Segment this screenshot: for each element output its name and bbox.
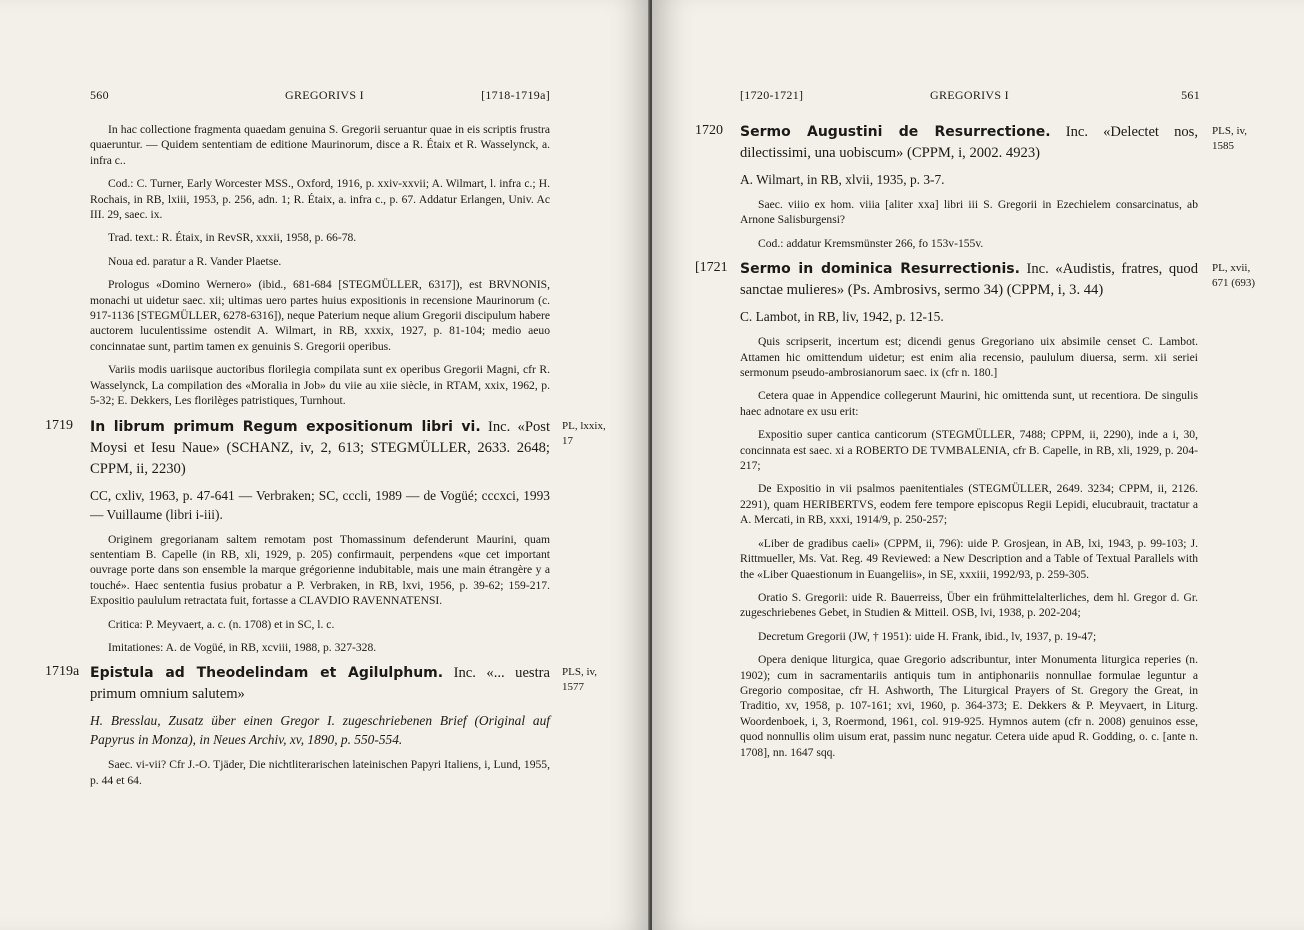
date-paragraph: Saec. viiio ex hom. viiia [aliter xxa] libri iii S. Gregorii in Ezechielem consarcinatus, ab Arnone Salisburgensi?	[740, 198, 1198, 227]
entry-heading	[740, 122, 1198, 164]
right-page-number: 561	[1181, 88, 1200, 102]
entry-heading	[90, 417, 550, 480]
appendix-paragraph: Cetera quae in Appendice collegerunt Maurini, hic omittenda sunt, ut recentiora. De singulis haec adnotare ex usu erit:	[740, 389, 1198, 418]
florilegia-paragraph: Variis modis uariisque auctoribus florilegia compilata sunt ex operibus Gregorii Magni, cfr R. Wasselynck, La compilation des «Moralia in Job» du viie au xiie siècle, in RTAM, xxix, 1962, p. 5-32; E. Dekkers, Les florilèges patristiques, Turnhout.	[90, 363, 550, 408]
margin-reference: PL, lxxix, 17	[562, 419, 606, 447]
intro-paragraph: In hac collectione fragmenta quaedam genuina S. Gregorii seruantur quae in eis scriptis frustra quaeruntur. — Quidem sententiam de editione Maurinorum, disce a R. Étaix et R. Wasselynck, a. infra c..	[90, 123, 550, 167]
edition-reference: CC, cxliv, 1963, p. 47-641 — Verbraken; SC, cccli, 1989 — de Vogüé; cccxci, 1993 — Vuillaume (libri i-iii).	[90, 487, 550, 522]
entry-title: In librum primum Regum expositionum libri vi.	[90, 418, 481, 435]
entry-1720	[695, 122, 1248, 164]
date-paragraph: Saec. vi-vii? Cfr J.-O. Tjäder, Die nichtliterarischen lateinischen Papyri Italiens, i, Lund, 1955, p. 44 et 64.	[90, 758, 550, 787]
origin-paragraph: Originem gregorianam saltem remotam post Thomassinum defenderunt Maurini, quam sententiam B. Capelle (in RB, xli, 1929, p. 205) confirmauit, perpendens «que cet important ouvrage porte dans son ensemble la marque grégorienne indubitable, mais une main étrangère y a touché». Haec sententia fusius probatur a P. Verbraken, in RB, lxvi, 1956, p. 39-62; 159-217. Expositio paululum retractata fuit, fortasse a CLAVDIO RAVENNATENSI.	[90, 532, 550, 608]
entry-number: 1719	[45, 417, 73, 433]
oratio-paragraph: Oratio S. Gregorii: uide R. Bauerreiss, Über ein frühmittelalterliches, dem hl. Gregor d. Gr. zugeschriebenes Gebet, in Studien & Mitteil. OSB, lvi, 1938, p. 202-204;	[740, 590, 1198, 620]
noua-editio-paragraph: Noua ed. paratur a R. Vander Plaetse.	[108, 254, 282, 268]
liber-gradibus-paragraph: «Liber de gradibus caeli» (CPPM, ii, 796): uide P. Grosjean, in AB, lxi, 1943, p. 99-103; J. Rittmueller, Ms. Vat. Reg. 49 Reviewed: a New Description and a Table of Textual Parallels with the «Liber Quaestionum in Euangeliis», in SE, xxxiii, 1992/93, p. 259-305.	[740, 536, 1198, 581]
entry-1721	[695, 259, 1256, 301]
entry-heading	[90, 663, 550, 705]
prologus-paragraph: Prologus «Domino Wernero» (ibid., 681-684 [STEGMÜLLER, 6317]), est BRVNONIS, monachi ut uidetur saec. xii; ultimas uero partes huius expositionis in recensione Maurinorum (c. 917-1136 [STEGMÜLLER, 6278-6316]), neque Paterium neque alium Gregorii discipulum habere auctorem luculentissime ostendit A. Wilmart, in RB, xxxix, 1927, p. 81-104; medio aeuo concinnatae sunt, partim tamen ex genuinis S. Gregorii operibus.	[90, 278, 550, 353]
right-text-block	[695, 122, 1256, 768]
psalmi-paragraph: De Expositio in vii psalmos paenitentiales (STEGMÜLLER, 2649. 3234; CPPM, ii, 2126. 2291), quam HERIBERTVS, eodem fere tempore episcopus Regii Lepidi, elucubrauit, tractatur a A. Mercati, in RB, xxxi, 1914/9, p. 250-257;	[740, 482, 1198, 527]
entry-title: Sermo Augustini de Resurrectione.	[740, 124, 1051, 140]
entry-incipit: Inc. «... uestra primum omnium salutem»	[90, 665, 551, 703]
entry-title: Sermo in dominica Resurrectionis.	[740, 261, 1020, 278]
margin-reference: PLS, iv, 1585	[1212, 125, 1248, 152]
entry-incipit: Inc. «Delectet nos, dilectissimi, una uobiscum» (CPPM, i, 2002. 4923)	[740, 124, 1198, 161]
critica-paragraph: Critica: P. Meyvaert, a. c. (n. 1708) et in SC, l. c.	[108, 617, 335, 631]
entry-number: [1721	[695, 260, 728, 276]
right-page-range: [1720-1721]	[740, 88, 804, 102]
decretum-paragraph: Decretum Gregorii (JW, † 1951): uide H. Frank, ibid., lv, 1937, p. 19-47;	[758, 629, 1097, 643]
entry-heading	[740, 259, 1198, 301]
entry-title: Epistula ad Theodelindam et Agilulphum.	[90, 665, 444, 682]
authorship-paragraph: Quis scripserit, incertum est; dicendi genus Gregoriano uix absimile censet C. Lambot. Attamen hic omittendum uidetur; est enim alia recensio, paululum diuersa, serm. xii seriei sermonum pseudo-ambrosianorum saec. ix (cfr n. 180.]	[740, 335, 1198, 380]
imitationes-paragraph: Imitationes: A. de Vogüé, in RB, xcviii, 1988, p. 327-328.	[108, 640, 377, 654]
margin-reference: PL, xvii, 671 (693)	[1212, 262, 1256, 290]
left-page	[0, 0, 650, 930]
left-page-range: [1718-1719a]	[481, 88, 550, 102]
left-text-block	[45, 122, 606, 796]
edition-reference: C. Lambot, in RB, liv, 1942, p. 12-15.	[740, 309, 944, 325]
left-page-number: 560	[90, 88, 109, 102]
edition-reference: H. Bresslau, Zusatz über einen Gregor I. zugeschriebenen Brief (Original auf Papyrus in Monza), in Neues Archiv, xv, 1890, p. 550-554.	[90, 713, 550, 748]
margin-reference: PLS, iv, 1577	[562, 666, 598, 694]
right-running-title: GREGORIVS I	[930, 88, 1009, 102]
right-page	[652, 0, 1304, 930]
codices-paragraph: Cod.: addatur Kremsmünster 266, fo 153v-155v.	[758, 236, 984, 250]
entry-1719a	[45, 663, 598, 705]
entry-1719	[45, 417, 606, 480]
entry-number: 1719a	[45, 664, 80, 680]
left-running-title: GREGORIVS I	[285, 88, 364, 102]
cantica-paragraph: Expositio super cantica canticorum (STEGMÜLLER, 7488; CPPM, ii, 2290), inde a i, 30, concinnata est saec. xi a ROBERTO DE TVMBALENIA, cfr B. Capelle, in RB, xli, 1929, p. 204-217;	[740, 428, 1198, 473]
entry-number: 1720	[695, 123, 723, 138]
edition-reference: A. Wilmart, in RB, xlvii, 1935, p. 3-7.	[740, 172, 945, 187]
traditio-paragraph: Trad. text.: R. Étaix, in RevSR, xxxii, 1958, p. 66-78.	[108, 231, 357, 245]
entry-incipit: Inc. «Audistis, fratres, quod sanctae mulieres» (Ps. Ambrosivs, sermo 34) (CPPM, i, 3. 44)	[740, 261, 1199, 299]
liturgica-paragraph: Opera denique liturgica, quae Gregorio adscribuntur, inter Monumenta liturgica reperies (n. 1902); cum in sacramentariis antiquis tum in antiphonariis nonnullae formulae leguntur a Gregorio compositae, cfr H. Ashworth, The Liturgical Prayers of St. Gregory the Great, in Traditio, xv, 1958, p. 107-161; xvi, 1960, p. 364-373; E. Dekkers & P. Meyvaert, in Liturg. Woordenboek, i, 3, Roermond, 1961, col. 919-925. Hymnos autem (cfr n. 2008) genuinos esse, quod nonnullis olim uisum erat, passim nunc negatur. Cetera uide apud R. Godding, o. c. [ante n. 1708], nn. 1647 sqq.	[740, 653, 1198, 759]
entry-incipit: Inc. «Post Moysi et Iesu Naue» (SCHANZ, iv, 2, 613; STEGMÜLLER, 2633. 2648; CPPM, ii, 2230)	[90, 418, 550, 477]
codices-paragraph: Cod.: C. Turner, Early Worcester MSS., Oxford, 1916, p. xxiv-xxvii; A. Wilmart, l. infra c.; H. Rochais, in RB, lxiii, 1953, p. 256, adn. 1; R. Étaix, a. infra c., p. 67. Addatur Erlangen, Univ. Ac III. 29, saec. ix.	[90, 177, 550, 222]
